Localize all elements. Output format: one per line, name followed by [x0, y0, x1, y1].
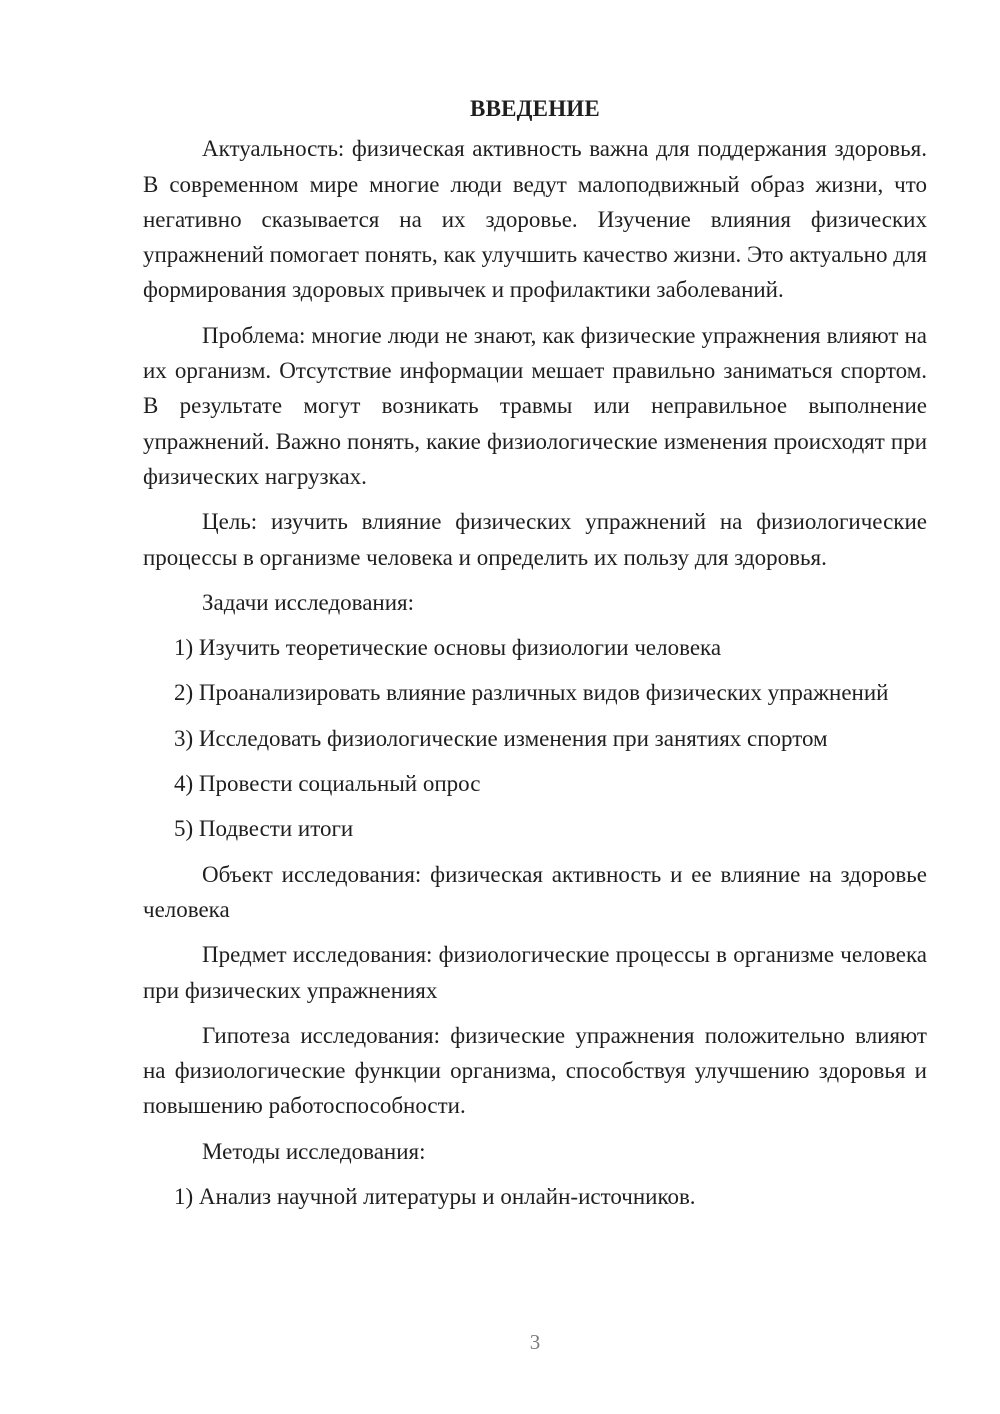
method-item: 1) Анализ научной литературы и онлайн-источников.	[174, 1184, 696, 1210]
task-item: 4) Провести социальный опрос	[174, 771, 481, 797]
page-content	[143, 91, 927, 1224]
task-item: 1) Изучить теоретические основы физиологии человека	[174, 635, 722, 661]
task-item: 5) Подвести итоги	[174, 816, 354, 842]
subject-paragraph: Предмет исследования: физиологические процессы в организме человека при физических упражнениях	[143, 942, 927, 1003]
goal-paragraph: Цель: изучить влияние физических упражнений на физиологические процессы в организме человека и определить их пользу для здоровья.	[143, 509, 927, 570]
task-item: 2) Проанализировать влияние различных видов физических упражнений	[174, 680, 889, 706]
object-paragraph: Объект исследования: физическая активность и ее влияние на здоровье человека	[143, 861, 927, 922]
relevance-paragraph: Актуальность: физическая активность важна для поддержания здоровья. В современном мире многие люди ведут малоподвижный образ жизни, что негативно сказывается на их здоровье. Изучение влияния физических упражнений помогает понять, как улучшить качество жизни. Это актуально для формирования здоровых привычек и профилактики заболеваний.	[143, 136, 927, 303]
tasks-heading: Задачи исследования:	[202, 589, 415, 615]
page-number: 3	[529, 1330, 541, 1354]
page-title: ВВЕДЕНИЕ	[470, 96, 600, 121]
methods-heading: Методы исследования:	[202, 1138, 426, 1164]
task-item: 3) Исследовать физиологические изменения при занятиях спортом	[174, 725, 828, 751]
problem-paragraph: Проблема: многие люди не знают, как физические упражнения влияют на их организм. Отсутствие информации мешает правильно заниматься спортом. В результате могут возникать травмы или неправильное выполнение упражнений. Важно понять, какие физиологические изменения происходят при физических нагрузках.	[143, 322, 927, 489]
hypothesis-paragraph: Гипотеза исследования: физические упражнения положительно влияют на физиологические функции организма, способствуя улучшению здоровья и повышению работоспособности.	[143, 1022, 927, 1119]
